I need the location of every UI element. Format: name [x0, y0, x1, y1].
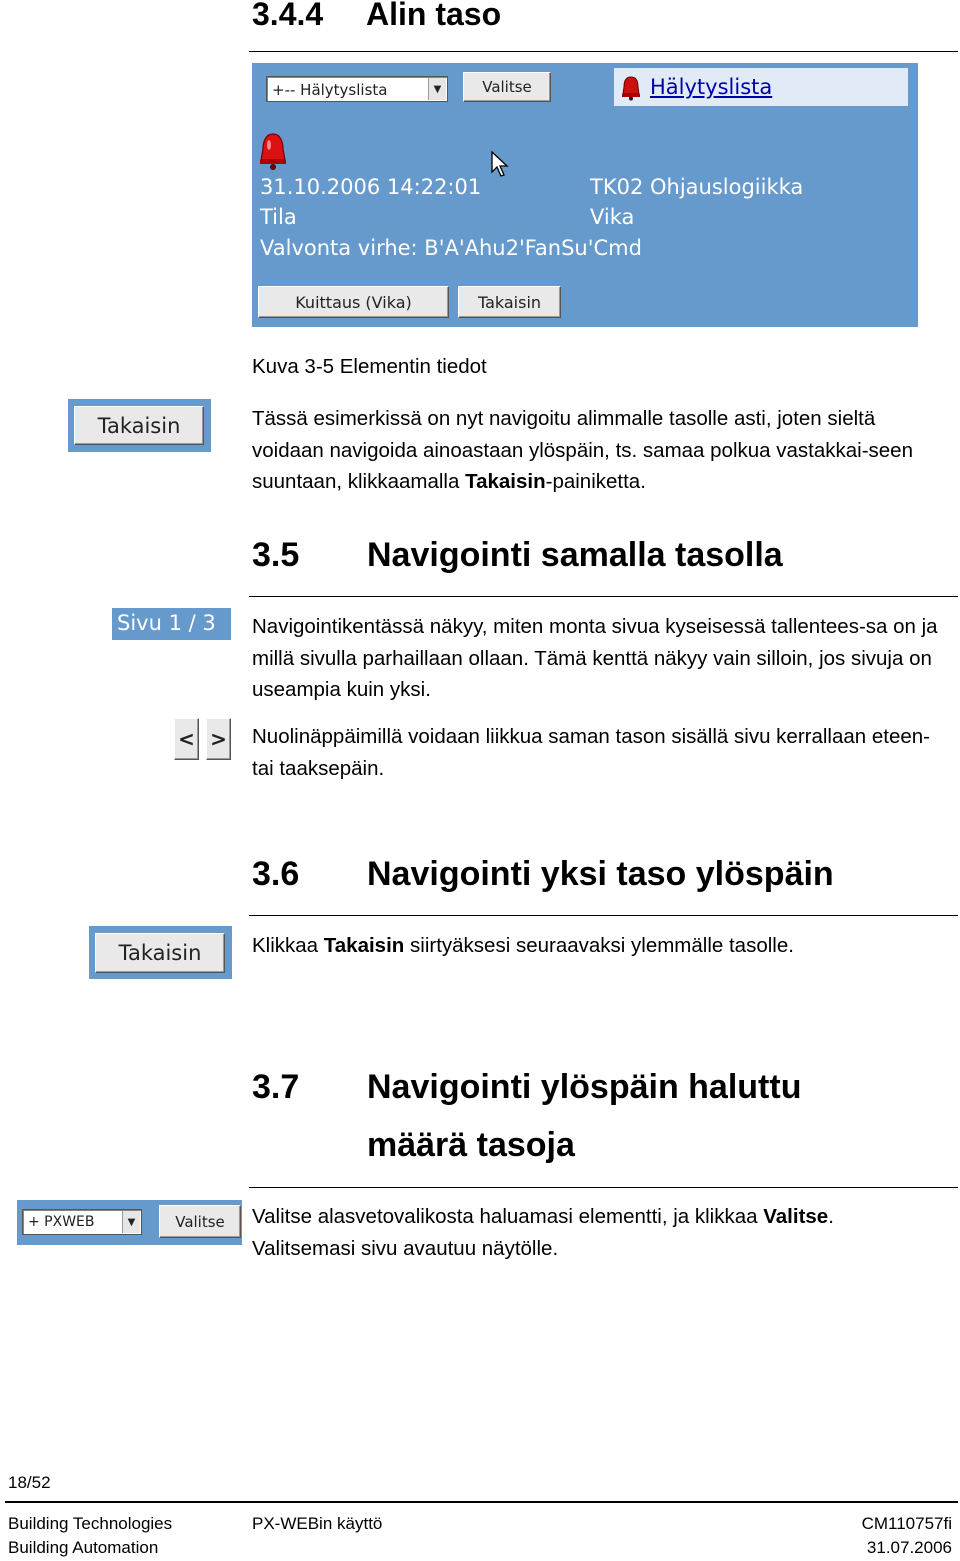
section-title: Alin taso [366, 0, 502, 32]
alarm-bell-icon [620, 75, 642, 101]
heading-rule [249, 915, 958, 916]
back-paragraph [252, 930, 952, 962]
heading-rule [249, 596, 958, 597]
paragraph-bold: Takaisin [323, 934, 405, 957]
section-title: Navigointi yksi taso ylöspäin [367, 855, 834, 893]
back-button-illustration [89, 926, 232, 979]
status-value: Vika [590, 205, 635, 229]
paragraph-text: -painiketta. [545, 470, 646, 493]
section-title: Navigointi ylöspäin haluttu [367, 1068, 802, 1106]
page-indicator-text: Sivu 1 / 3 [117, 611, 216, 635]
paragraph-text: Valitsemasi sivu avautuu näytölle. [252, 1236, 559, 1260]
select-button[interactable]: Valitse [463, 72, 551, 102]
acknowledge-button[interactable]: Kuittaus (Vika) [258, 286, 449, 318]
select-button[interactable]: Valitse [159, 1205, 241, 1238]
previous-page-button[interactable]: < [174, 718, 199, 760]
level-select-value: +-- Hälytyslista [272, 81, 388, 99]
level-select[interactable] [266, 76, 448, 102]
footer-doc-id: CM110757fi [861, 1514, 952, 1533]
alarm-timestamp: 31.10.2006 14:22:01 [260, 175, 482, 199]
level-select[interactable] [22, 1209, 142, 1235]
alarm-list-header[interactable] [614, 68, 908, 106]
select-illustration [17, 1200, 242, 1245]
mouse-cursor-icon [490, 150, 510, 178]
section-number: 3.5 [252, 536, 300, 574]
heading-rule [249, 1187, 958, 1188]
heading-rule [249, 51, 958, 52]
footer-date: 31.07.2006 [866, 1538, 952, 1557]
section-title: Navigointi samalla tasolla [367, 536, 783, 574]
paragraph-text: . [828, 1205, 834, 1228]
alarm-list-link[interactable]: Hälytyslista [650, 75, 773, 99]
section-number: 3.4.4 [252, 0, 324, 32]
paragraph-bold: Takaisin [465, 470, 546, 493]
section-number: 3.7 [252, 1068, 300, 1106]
back-button[interactable]: Takaisin [95, 933, 225, 973]
footer-doc-title: PX-WEBin käyttö [252, 1514, 383, 1533]
footer-rule [5, 1501, 958, 1503]
takaisin-paragraph [252, 403, 952, 498]
page-indicator [112, 608, 231, 640]
chevron-down-icon[interactable]: ▼ [122, 1211, 140, 1233]
error-text: Valvonta virhe: B'A'Ahu2'FanSu'Cmd [260, 236, 642, 260]
page-indicator-paragraph: Navigointikentässä näkyy, miten monta sivua kyseisessä tallentees-sa on ja millä sivulla parhaillaan ollaan. Tämä kenttä näkyy vain silloin, jos sivuja on useampia kuin yksi. [252, 615, 938, 701]
back-button[interactable]: Takaisin [74, 406, 204, 445]
footer-company: Building Technologies [8, 1514, 173, 1533]
paragraph-bold: Valitse [763, 1205, 829, 1228]
back-button-illustration [68, 399, 211, 452]
paragraph-text: Tässä esimerkissä on nyt navigoitu alimmalle tasolle asti, joten sieltä voidaan navigoida ainoastaan ylöspäin, ts. samaa polkua vastakkai-seen suuntaan, klikkaamalla [252, 407, 913, 493]
status-label: Tila [260, 205, 297, 229]
section-title-continued: määrä tasoja [367, 1126, 575, 1164]
next-page-button[interactable]: > [206, 718, 231, 760]
alarm-detail-screenshot [252, 63, 918, 327]
select-paragraph [252, 1201, 952, 1264]
arrow-keys-paragraph: Nuolinäppäimillä voidaan liikkua saman tason sisällä sivu kerrallaan eteen- tai taaksepäin. [252, 725, 931, 780]
paragraph-text: Klikkaa [252, 934, 324, 957]
chevron-down-icon[interactable]: ▼ [428, 78, 446, 100]
alarm-bell-icon [258, 131, 288, 171]
paragraph-text: Valitse alasvetovalikosta haluamasi elementti, ja klikkaa [252, 1205, 764, 1228]
element-name: TK02 Ohjauslogiikka [590, 175, 804, 199]
section-number: 3.6 [252, 855, 300, 893]
paragraph-text: siirtyäksesi seuraavaksi ylemmälle tasolle. [404, 934, 794, 957]
figure-caption: Kuva 3-5 Elementin tiedot [252, 355, 487, 378]
footer-division: Building Automation [8, 1538, 159, 1557]
page-number: 18/52 [8, 1473, 51, 1492]
level-select-value: + PXWEB [28, 1214, 95, 1230]
back-button[interactable]: Takaisin [458, 286, 561, 318]
